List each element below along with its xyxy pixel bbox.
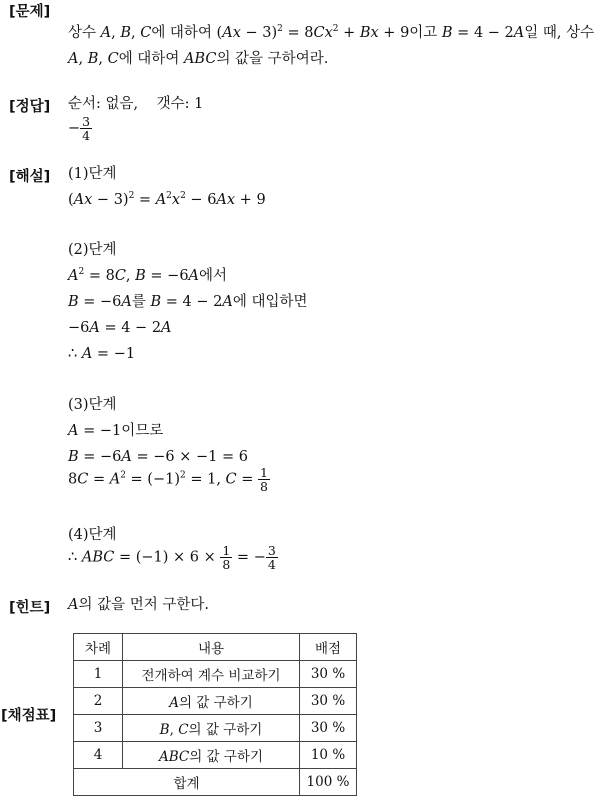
solution-step-2-eq1: $A^2 = 8C$, B = −6A에서 [68,267,228,284]
rubric-total-score: 100 % [300,769,357,796]
problem-section-label: [문제] [9,4,51,20]
rubric-row-content: ABC의 값 구하기 [123,742,300,769]
solution-step-3-label: (3)단계 [68,397,117,413]
answer-order: 순서: 없음, [68,96,139,112]
rubric-header-score: 배점 [300,634,357,661]
problem-text-2: 에 대하여 [151,25,212,41]
solution-step-1-label: (1)단계 [68,166,117,182]
rubric-table [73,633,357,796]
solution-step-2-text3: 에 대입하면 [232,294,308,310]
hint-section-label: [힌트] [9,600,51,616]
table-row [74,715,357,742]
rubric-row-no: 2 [74,688,123,715]
rubric-row-content: A의 값 구하기 [123,688,300,715]
problem-text-3: 이고 [409,25,438,41]
solution-step-3-eq2: B = −6A = −6 × −1 = 6 [68,449,248,465]
solution-step-4-label: (4)단계 [68,527,117,543]
rubric-header-row [74,634,357,661]
rubric-row-score: 10 % [300,742,357,769]
answer-sign: − [68,120,81,137]
answer-numerator: 3 [82,114,91,129]
rubric-row-score: 30 % [300,715,357,742]
solution-step-2-eq2: B = −6A를 B = 4 − 2A에 대입하면 [68,294,308,310]
rubric-header-content: 내용 [123,634,300,661]
solution-step-2-eq3: −6A = 4 − 2A [68,320,172,336]
rubric-row-no: 4 [74,742,123,769]
solution-step-3-eq3: $8C = A^2 = (-1)^2 = 1$, C = $\frac{1}{8}$ [68,465,268,494]
problem-text-1: 상수 [68,25,97,41]
problem-text-4: 일 때, 상수 [524,25,595,41]
solution-step-2-text2: 를 [131,294,146,310]
rubric-row-no: 3 [74,715,123,742]
rubric-row-score: 30 % [300,688,357,715]
table-row [74,661,357,688]
solution-step-3-eq1: A = −1이므로 [68,423,164,439]
rubric-row-no: 1 [74,661,123,688]
answer-meta [68,95,203,113]
rubric-total-row [74,769,357,796]
problem-line-2: A, B, C에 대하여 ABC의 값을 구하여라. [68,51,329,67]
answer-section-label: [정답] [9,99,51,115]
answer-denominator: 4 [82,128,91,143]
answer-fraction [80,115,92,142]
solution-step-3-text1: 이므로 [121,423,164,439]
rubric-total-label: 합계 [74,769,300,796]
solution-step-4-eq: ∴ ABC = (−1) × 6 × $\frac{1}{8}$ = − $\frac{3}{4}$ [68,543,276,572]
solution-step-2-text1: 에서 [199,268,228,284]
problem-text-5: 에 대하여 [118,51,180,67]
solution-step-2-label: (2)단계 [68,242,117,258]
hint-body: 의 값을 먼저 구한다. [78,597,209,613]
rubric-row-content: 전개하여 계수 비교하기 [123,661,300,688]
answer-count: 갯수: 1 [156,96,204,112]
rubric-header-no: 차례 [74,634,123,661]
solution-section-label: [해설] [9,169,51,185]
problem-line-1: 상수 A, B, C에 대하여 $(Ax - 3)^2 = 8Cx^2 + Bx + 9$이고 B = 4 − 2A일 때, 상수 [68,24,595,41]
solution-step-2-eq4: ∴ A = −1 [68,346,136,362]
hint-text: A의 값을 먼저 구한다. [68,597,209,613]
rubric-section-label: [채점표] [1,708,57,724]
table-row [74,742,357,769]
problem-text-6: 의 값을 구하여라. [216,51,329,67]
rubric-row-content: B, C의 값 구하기 [123,715,300,742]
table-row [74,688,357,715]
solution-step-1-eq: $(Ax - 3)^2 = A^2x^2 - 6Ax + 9$ [68,191,266,208]
answer-value [68,115,92,142]
rubric-row-score: 30 % [300,661,357,688]
